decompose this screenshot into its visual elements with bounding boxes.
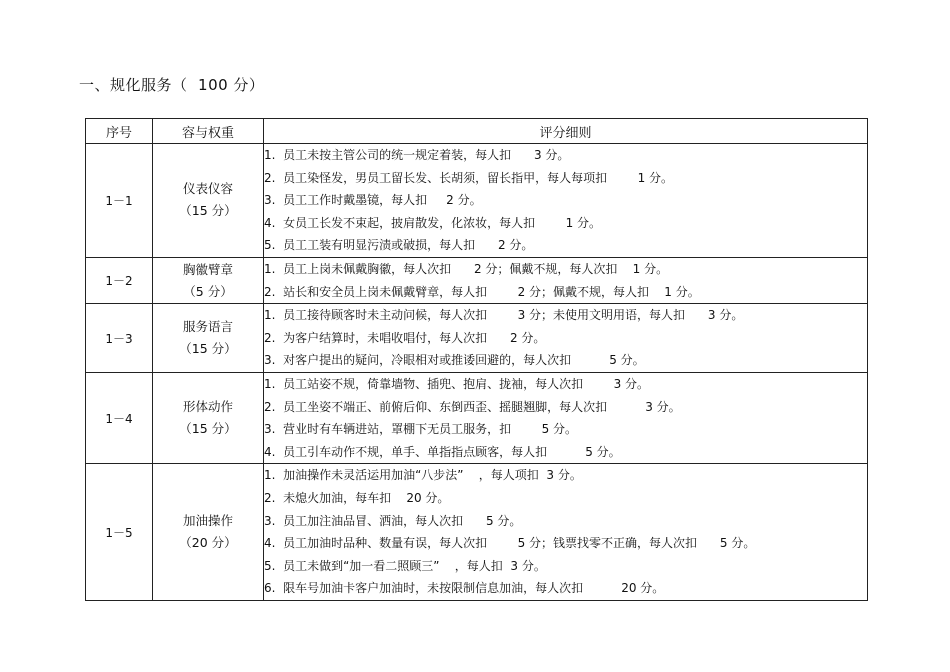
- category-weight: （20 分）: [179, 535, 237, 551]
- header-serial-number: 序号: [86, 119, 153, 144]
- detail-item: 6. 限车号加油卡客户加油时，未按限制信息加油，每人次扣 20 分。: [264, 581, 665, 596]
- detail-item: 4. 员工加油时品种、数量有误，每人次扣 5 分；钱票找零不正确，每人次扣 5 分。: [264, 536, 756, 551]
- row-serial-number: 1－5: [86, 464, 153, 601]
- header-scoring-details: 评分细则: [264, 119, 868, 144]
- category-name: 服务语言: [182, 319, 233, 335]
- row-details: [264, 304, 868, 373]
- table-row: [86, 372, 868, 463]
- row-serial-number: 1－2: [86, 257, 153, 303]
- row-serial-number: 1－4: [86, 372, 153, 463]
- detail-item: 3. 员工加注油品冒、洒油，每人次扣 5 分。: [264, 513, 522, 528]
- detail-item: 3. 员工工作时戴墨镜，每人扣 2 分。: [264, 193, 482, 208]
- row-category: [153, 257, 264, 303]
- detail-item: 3. 对客户提出的疑问，冷眼相对或推诿回避的，每人次扣 5 分。: [264, 353, 645, 368]
- row-details: [264, 464, 868, 601]
- detail-item: 1. 加油操作未灵活运用加油“八步法” ，每人项扣 3 分。: [264, 468, 582, 483]
- table-header-row: [86, 119, 868, 144]
- category-name: 胸徽臂章: [182, 261, 233, 277]
- category-weight: （15 分）: [179, 421, 237, 437]
- row-serial-number: 1－1: [86, 144, 153, 258]
- row-category: [153, 144, 264, 258]
- table-row: [86, 464, 868, 601]
- table-row: [86, 144, 868, 258]
- detail-item: 1. 员工站姿不规，倚靠墙物、插兜、抱肩、拢袖，每人次扣 3 分。: [264, 376, 650, 391]
- category-weight: （15 分）: [179, 341, 237, 357]
- detail-item: 5. 员工未做到“加一看二照顾三” ，每人扣 3 分。: [264, 558, 546, 573]
- section-heading: 一、规化服务（ 100 分）: [79, 76, 265, 94]
- detail-item: 2. 员工坐姿不端正、前俯后仰、东倒西歪、摇腿翘脚，每人次扣 3 分。: [264, 399, 681, 414]
- detail-item: 4. 女员工长发不束起，披肩散发，化浓妆，每人扣 1 分。: [264, 215, 602, 230]
- row-details: [264, 144, 868, 258]
- category-name: 形体动作: [182, 399, 233, 415]
- category-weight: （15 分）: [179, 203, 237, 219]
- category-name: 加油操作: [182, 513, 233, 529]
- scoring-table: [85, 118, 868, 601]
- category-weight: （5 分）: [183, 283, 233, 299]
- detail-item: 2. 员工染怪发，男员工留长发、长胡须，留长指甲，每人每项扣 1 分。: [264, 170, 674, 185]
- detail-item: 2. 为客户结算时，未唱收唱付，每人次扣 2 分。: [264, 330, 546, 345]
- detail-item: 4. 员工引车动作不规，单手、单指指点顾客，每人扣 5 分。: [264, 444, 621, 459]
- row-serial-number: 1－3: [86, 304, 153, 373]
- row-category: [153, 372, 264, 463]
- detail-item: 5. 员工工装有明显污渍或破损，每人扣 2 分。: [264, 238, 534, 253]
- header-content-weight: 容与权重: [153, 119, 264, 144]
- row-category: [153, 304, 264, 373]
- table-row: [86, 257, 868, 303]
- category-name: 仪表仪容: [182, 181, 233, 197]
- detail-item: 3. 营业时有车辆进站，罩棚下无员工服务，扣 5 分。: [264, 422, 578, 437]
- detail-item: 2. 站长和安全员上岗未佩戴臂章，每人扣 2 分；佩戴不规，每人扣 1 分。: [264, 284, 700, 299]
- table-row: [86, 304, 868, 373]
- detail-item: 1. 员工上岗未佩戴胸徽，每人次扣 2 分；佩戴不规，每人次扣 1 分。: [264, 261, 669, 276]
- row-category: [153, 464, 264, 601]
- row-details: [264, 257, 868, 303]
- detail-item: 1. 员工未按主管公司的统一规定着装，每人扣 3 分。: [264, 148, 570, 162]
- detail-item: 1. 员工接待顾客时未主动问候，每人次扣 3 分；未使用文明用语，每人扣 3 分。: [264, 308, 744, 323]
- detail-item: 2. 未熄火加油，每车扣 20 分。: [264, 490, 450, 505]
- row-details: [264, 372, 868, 463]
